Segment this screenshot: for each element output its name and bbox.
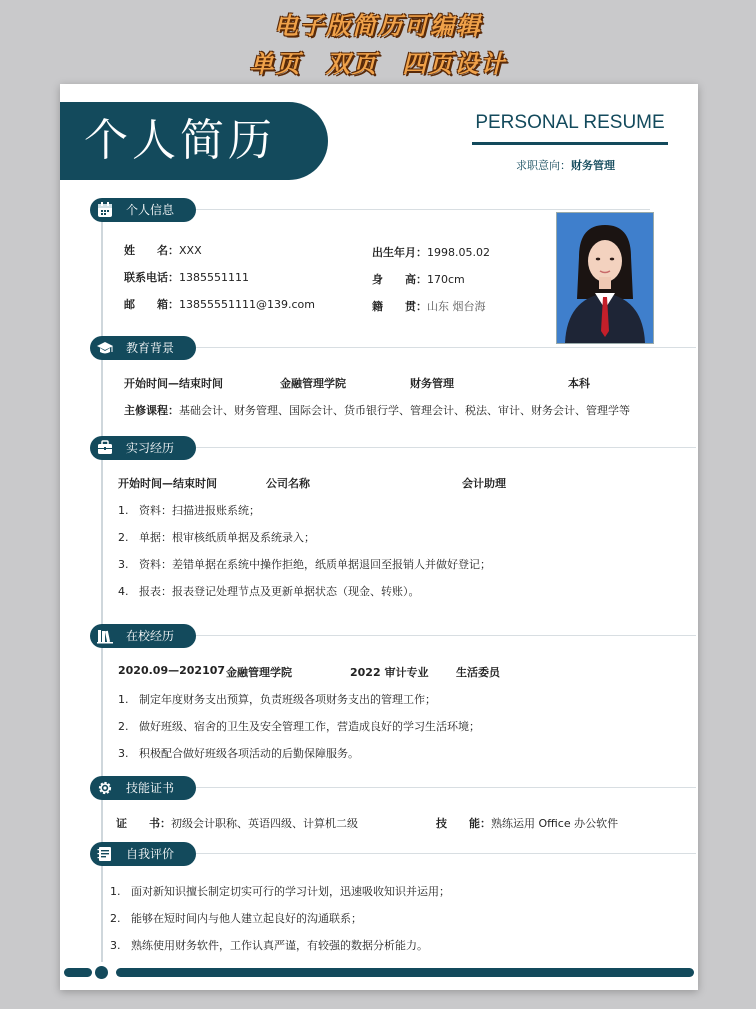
graduation-cap-icon <box>96 339 114 357</box>
list-item-number: 1. <box>118 504 129 517</box>
briefcase-icon <box>96 439 114 457</box>
footer-bar-main <box>116 968 694 977</box>
english-title: PERSONAL RESUME <box>475 112 665 133</box>
gear-icon <box>96 779 114 797</box>
skill-row <box>436 815 618 831</box>
list-item-text: 单据：根审核纸质单据及系统录入； <box>139 531 315 544</box>
section-personal-info-pill <box>90 198 196 222</box>
section-education-pill <box>90 336 196 360</box>
phone-label: 联系电话： <box>124 271 179 284</box>
campus-period: 2020.09—202107 <box>118 664 226 677</box>
section-self-evaluation-title: 自我评价 <box>126 847 175 861</box>
birth-row <box>372 244 490 260</box>
internship-period: 开始时间—结束时间 <box>118 477 217 490</box>
birth-label: 出生年月： <box>372 246 427 259</box>
calendar-icon <box>96 201 114 219</box>
cert-value: 初级会计职称、英语四级、计算机二级 <box>171 817 358 830</box>
list-item <box>118 529 315 545</box>
section-campus-pill <box>90 624 196 648</box>
books-icon <box>96 627 114 645</box>
list-item-number: 2. <box>118 531 129 544</box>
section-internship-title: 实习经历 <box>126 441 175 455</box>
education-major: 财务管理 <box>410 377 454 390</box>
list-item-text: 熟练使用财务软件，工作认真严谨，有较强的数据分析能力。 <box>131 939 428 952</box>
courses-row <box>124 402 630 418</box>
profile-photo <box>556 212 654 344</box>
job-intent-value: 财务管理 <box>571 159 615 172</box>
phone-row <box>124 269 249 285</box>
birth-value: 1998.05.02 <box>427 246 490 259</box>
banner-line-2: 单页 双页 四页设计 <box>249 50 507 78</box>
campus-role: 生活委员 <box>456 666 500 679</box>
name-row <box>124 242 202 258</box>
name-value: XXX <box>179 244 202 257</box>
section-divider <box>196 787 696 788</box>
list-item <box>118 556 491 572</box>
section-divider <box>196 853 696 854</box>
campus-major: 2022 审计专业 <box>350 666 429 679</box>
section-internship-pill <box>90 436 196 460</box>
list-item <box>118 502 260 518</box>
email-value: 13855551111@139.com <box>179 298 315 311</box>
list-item <box>110 883 450 899</box>
height-value: 170cm <box>427 273 465 286</box>
section-personal-info-title: 个人信息 <box>126 203 175 217</box>
cert-label: 证 书： <box>116 817 171 830</box>
email-label: 邮 箱： <box>124 298 179 311</box>
origin-row <box>372 298 486 314</box>
courses-label: 主修课程： <box>124 404 179 417</box>
list-item-number: 3. <box>110 939 121 952</box>
name-label: 姓 名： <box>124 244 179 257</box>
list-item-text: 做好班级、宿舍的卫生及安全管理工作，营造成良好的学习生活环境； <box>139 720 480 733</box>
list-item-number: 4. <box>118 585 129 598</box>
origin-label: 籍 贯： <box>372 300 427 313</box>
section-divider <box>196 347 696 348</box>
cert-row <box>116 815 358 831</box>
internship-company: 公司名称 <box>266 477 310 490</box>
section-divider <box>196 635 696 636</box>
list-item-number: 3. <box>118 558 129 571</box>
section-campus-title: 在校经历 <box>126 629 175 643</box>
notebook-icon <box>96 845 114 863</box>
skill-value: 熟练运用 Office 办公软件 <box>491 817 619 830</box>
footer-bar-left <box>64 968 92 977</box>
job-intent <box>516 157 615 173</box>
list-item <box>118 745 359 761</box>
list-item-number: 3. <box>118 747 129 760</box>
list-item <box>118 691 436 707</box>
education-degree: 本科 <box>568 377 590 390</box>
footer-dot <box>95 966 108 979</box>
section-divider <box>196 447 696 448</box>
list-item-number: 2. <box>110 912 121 925</box>
list-item-text: 能够在短时间内与他人建立起良好的沟通联系； <box>131 912 362 925</box>
job-intent-label: 求职意向： <box>516 159 571 172</box>
list-item-number: 2. <box>118 720 129 733</box>
education-school: 金融管理学院 <box>280 377 346 390</box>
list-item <box>118 718 480 734</box>
phone-value: 1385551111 <box>179 271 249 284</box>
resume-page <box>60 84 698 990</box>
portrait-illustration <box>557 213 653 343</box>
list-item-text: 面对新知识擅长制定切实可行的学习计划，迅速吸收知识并运用； <box>131 885 450 898</box>
courses-value: 基础会计、财务管理、国际会计、货币银行学、管理会计、税法、审计、财务会计、管理学等 <box>179 404 630 417</box>
section-divider <box>196 209 650 210</box>
list-item-text: 积极配合做好班级各项活动的后勤保障服务。 <box>139 747 359 760</box>
skill-label: 技 能： <box>436 817 491 830</box>
campus-school: 金融管理学院 <box>226 666 292 679</box>
origin-value: 山东 烟台海 <box>427 300 486 313</box>
list-item <box>110 937 428 953</box>
height-row <box>372 271 465 287</box>
section-education-title: 教育背景 <box>126 341 175 355</box>
english-title-underline <box>472 142 668 145</box>
list-item-number: 1. <box>110 885 121 898</box>
section-self-evaluation-pill <box>90 842 196 866</box>
list-item <box>110 910 362 926</box>
list-item-text: 报表：报表登记处理节点及更新单据状态（现金、转账）。 <box>139 585 420 598</box>
title-block: 个人简历 <box>60 102 328 180</box>
banner-line-1: 电子版简历可编辑 <box>274 12 482 40</box>
section-skills-pill <box>90 776 196 800</box>
education-period: 开始时间—结束时间 <box>124 377 223 390</box>
internship-position: 会计助理 <box>462 477 506 490</box>
list-item-text: 资料：差错单据在系统中操作拒绝，纸质单据退回至报销人并做好登记； <box>139 558 491 571</box>
list-item-text: 制定年度财务支出预算，负责班级各项财务支出的管理工作； <box>139 693 436 706</box>
section-skills-title: 技能证书 <box>126 781 175 795</box>
list-item <box>118 583 420 599</box>
email-row <box>124 296 315 312</box>
list-item-text: 资料：扫描进报账系统； <box>139 504 260 517</box>
height-label: 身 高： <box>372 273 427 286</box>
list-item-number: 1. <box>118 693 129 706</box>
